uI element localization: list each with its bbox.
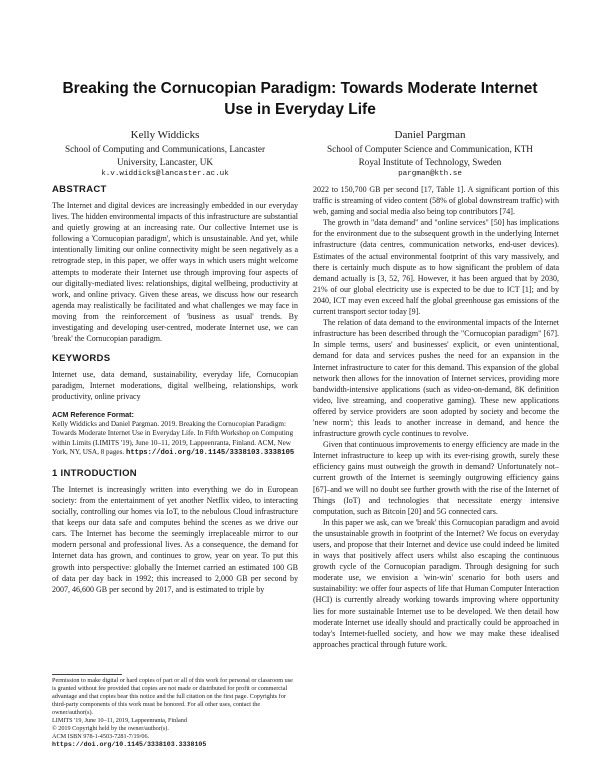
author-affiliation: School of Computing and Communications, Lancaster bbox=[64, 144, 266, 154]
author-email: pargman@kth.se bbox=[398, 170, 462, 178]
abstract-heading: ABSTRACT bbox=[52, 184, 107, 195]
introduction-heading: 1 INTRODUCTION bbox=[52, 467, 137, 479]
paragraph: 2022 to 150,700 GB per second [17, Table 1]. A significant portion of this traffic is streaming of video content (58% of global downstream traffic) with web, gaming and social media also being top contributors [74]. bbox=[313, 185, 559, 217]
right-column bbox=[313, 184, 559, 650]
author-name: Daniel Pargman bbox=[394, 129, 466, 141]
left-column bbox=[52, 184, 298, 595]
author-affiliation: University, Lancaster, UK bbox=[117, 156, 213, 167]
footnote-divider bbox=[52, 674, 122, 675]
keywords-text: Internet use, data demand, sustainability, everyday life, Cornucopian paradigm, Internet moderations, digital wellbeing, relationships, work productivity, online privacy bbox=[52, 370, 298, 402]
acm-reference-heading: ACM Reference Format: bbox=[52, 409, 134, 419]
keywords-heading: KEYWORDS bbox=[52, 353, 111, 365]
footnote bbox=[52, 677, 298, 749]
paragraph: In this paper we ask, can we 'break' this Cornucopian paradigm and avoid the unsustainable growth in footprint of the Internet? We focus on everyday users, and propose that their Internet and device use could indeed be limited in ways that positively affect users whilst also escaping the continuous growth cycle of the Cornucopian paradigm. Through designing for such moderate use, we envision a 'win-win' scenario for both users and sustainability: we offer four aspects of life that Human Computer Interaction (HCI) is currently already working towards improving where opportunity lies for more sustainable Internet use to be developed. We then detail how moderate Internet use ideally should and practically could be approached in today's Internet-fuelled society, and how we may make these idealised approaches practical through future work. bbox=[313, 517, 559, 649]
author-block-2 bbox=[305, 128, 555, 181]
author-affiliation: Royal Institute of Technology, Sweden bbox=[358, 156, 502, 167]
author-name: Kelly Widdicks bbox=[130, 129, 200, 141]
paragraph: Given that continuous improvements to energy efficiency are made in the Internet infrastructure to keep up with its ever-rising growth, surely these efficiency gains must outweigh the growth in demand? Unfortunately not–current growth of the Internet is seemingly outgrowing efficiency gains [67]–and we will no doubt see further growth with the rise of the Internet of Things (IoT) and technologies that necessitate energy intensive computation, such as Bitcoin [20] and 5G connected cars. bbox=[313, 440, 559, 516]
copyright-line: © 2019 Copyright held by the owner/author(s). bbox=[52, 725, 169, 732]
abstract-text: The Internet and digital devices are increasingly embedded in our everyday lives. The hidden environmental impacts of this infrastructure are substantial and quietly growing at an increasing rate. Our collective Internet use is following a 'Cornucopian paradigm', which is unsustainable. And yet, while intentionally limiting our online connectivity might be seen negatively as a retrograde step, in this paper, we offer ways in which users might welcome attempts to moderate their Internet use through improving four aspects of our digitally-mediated lives: relationships, digital wellbeing, productivity at work, and online privacy. Given these areas, we discuss how our research agenda may realistically be facilitated and what challenges we may face in moving from the reinforcement of 'business as usual' trends. By investigating and developing user-centred, moderate Internet use, we can 'break' the Cornucopian paradigm. bbox=[52, 201, 298, 344]
acm-reference-doi-link[interactable]: https://doi.org/10.1145/3338103.3338105 bbox=[126, 449, 295, 458]
footnote-doi-link[interactable]: https://doi.org/10.1145/3338103.3338105 bbox=[52, 741, 207, 748]
author-affiliation: School of Computer Science and Communication, KTH bbox=[327, 144, 533, 154]
permission-notice: Permission to make digital or hard copies of part or all of this work for personal or classroom use is granted without fee provided that copies are not made or distributed for profit or commercial advantage and that copies bear this notice and the full citation on the first page. Copyrights for third-party components of this work must be honored. For all other uses, contact the owner/author(s). bbox=[52, 677, 293, 716]
venue-line: LIMITS '19, June 10–11, 2019, Lappeenranta, Finland bbox=[52, 717, 187, 724]
acm-reference-body: Kelly Widdicks and Daniel Pargman. 2019. Breaking the Cornucopian Paradigm: Towards Moderate Internet Use in Everyday Life. In Fifth Workshop on Computing within Limits (LIMITS '19), June 10–11, 2019, Lappeenranta, Finland. ACM, New York, NY, USA, 8 pages. bbox=[52, 419, 294, 457]
paper-title: Breaking the Cornucopian Paradigm: Towards Moderate Internet Use in Everyday Life bbox=[62, 80, 538, 118]
author-block-1 bbox=[40, 128, 290, 181]
paragraph: The growth in "data demand" and "online services" [50] has implications for the environment due to the subsequent growth in the underlying Internet infrastructure (data centres, communication networks, end-user devices). Estimates of the actual environmental footprint of this vary massively, and there is certainly much dispute as to how significant the problem of data demand actually is [3, 52, 76]. However, it has been argued that by 2030, 21% of our global electricity use is expected to be due to ICT [1]; and by 2040, ICT may even exceed half the global greenhouse gas emissions of the current transport sector today [9]. bbox=[313, 218, 559, 317]
acm-reference-text bbox=[52, 420, 298, 459]
author-email: k.v.widdicks@lancaster.ac.uk bbox=[101, 170, 229, 178]
introduction-text: The Internet is increasingly written into everything we do in European society: from the entertainment of yet another Netflix video, to interacting socially, controlling our homes via IoT, to the nebulous Cloud infrastructure that keeps our data safe and computes behind the scenes as we drive our cars. The Internet has become the seemingly irreplaceable mirror to our modern personal and professional lives. As a consequence, the demand for Internet data has grown, and continues to grow, year on year. To put this growth into perspective: globally the Internet carried an estimated 100 GB of data per day back in 1992; this increased to 2,000 GB per second by 2007, 46,600 GB per second by 2017, and is estimated to triple by bbox=[52, 484, 298, 594]
paragraph: The relation of data demand to the environmental impacts of the Internet infrastructure has been described through the "Cornucopian paradigm" [67]. In simple terms, users' and businesses' explicit, or even unintentional, demand for data and services pushes the need for an expansion in the Internet infrastructure to cater for this demand. This expansion of the global network then allows for the innovation of Internet services, providing more bandwidth-intensive applications (such as video-on-demand, 8K definition video, live streaming, and cooperative gaming). These new applications offered by service providers are soon adopted by society and become the 'new norm'; this leads to another increase in demand, and hence the infrastructure growth cycle continues to revolve. bbox=[313, 318, 559, 439]
isbn-line: ACM ISBN 978-1-4503-7281-7/19/06. bbox=[52, 733, 150, 740]
